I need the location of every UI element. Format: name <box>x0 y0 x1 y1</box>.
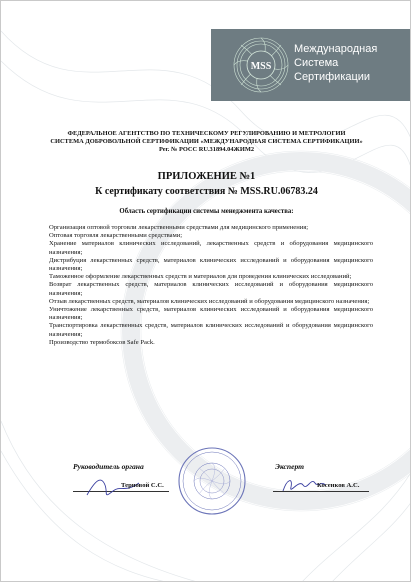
brand-logo-label: MSS <box>250 61 272 72</box>
brand-line-2: Система <box>294 57 339 69</box>
scope-item: Уничтожение лекарственных средств, материалов клинических исследований и оборудования медицинского назначения; <box>49 306 373 322</box>
scope-item: Хранение материалов клинических исследований, лекарственных средств и оборудования медицинского назначения; <box>49 240 373 256</box>
scope-item: Возврат лекарственных средств, материалов клинических исследований и оборудования медицинского назначения; <box>49 281 373 297</box>
head-of-body-label: Руководитель органа <box>73 462 144 471</box>
scope-heading: Область сертификации системы менеджмента качества: <box>119 208 294 215</box>
brand-panel <box>211 29 411 101</box>
header-line-1: ФЕДЕРАЛЬНОЕ АГЕНТСТВО ПО ТЕХНИЧЕСКОМУ РЕГУЛИРОВАНИЮ И МЕТРОЛОГИИ <box>67 130 346 137</box>
scope-item: Отзыв лекарственных средств, материалов клинических исследований и оборудования медицинского назначения; <box>49 297 370 305</box>
appendix-title: ПРИЛОЖЕНИЕ №1 <box>157 171 256 182</box>
scope-item: Производство термобоксов Safe Pack. <box>49 338 155 346</box>
scope-item: Оптовая торговля лекарственными средствами; <box>49 232 183 240</box>
brand-line-3: Сертификации <box>294 71 371 83</box>
head-name: Терновой С.С. <box>121 482 164 489</box>
scope-item: Таможенное оформление лекарственных средств и материалов для проведения клинических исследований; <box>49 273 352 281</box>
scope-list <box>49 224 373 347</box>
agency-header <box>21 130 392 154</box>
brand-name <box>294 42 377 84</box>
scope-item: Организация оптовой торговли лекарственными средствами для медицинского применения; <box>49 224 309 231</box>
brand-line-1: Международная <box>294 43 378 55</box>
certificate-reference: К сертификату соответствия № MSS.RU.06783.24 <box>95 186 318 197</box>
mss-logo-icon <box>231 35 291 95</box>
header-line-2: СИСТЕМА ДОБРОВОЛЬНОЙ СЕРТИФИКАЦИИ «МЕЖДУНАРОДНАЯ СИСТЕМА СЕРТИФИКАЦИИ» <box>50 138 363 145</box>
scope-item: Транспортировка лекарственных средств, материалов клинических исследований и оборудования медицинского назначения; <box>49 322 373 338</box>
scope-item: Дистрибуция лекарственных средств, материалов клинических исследований и оборудования медицинского назначения; <box>49 256 373 273</box>
expert-name: Косенков А.С. <box>317 482 360 489</box>
expert-label: Эксперт <box>275 462 305 471</box>
seal-stamp-icon <box>177 446 247 516</box>
header-line-3: Рег. № РОСС RU.31894.04ЖИМ2 <box>158 146 255 153</box>
